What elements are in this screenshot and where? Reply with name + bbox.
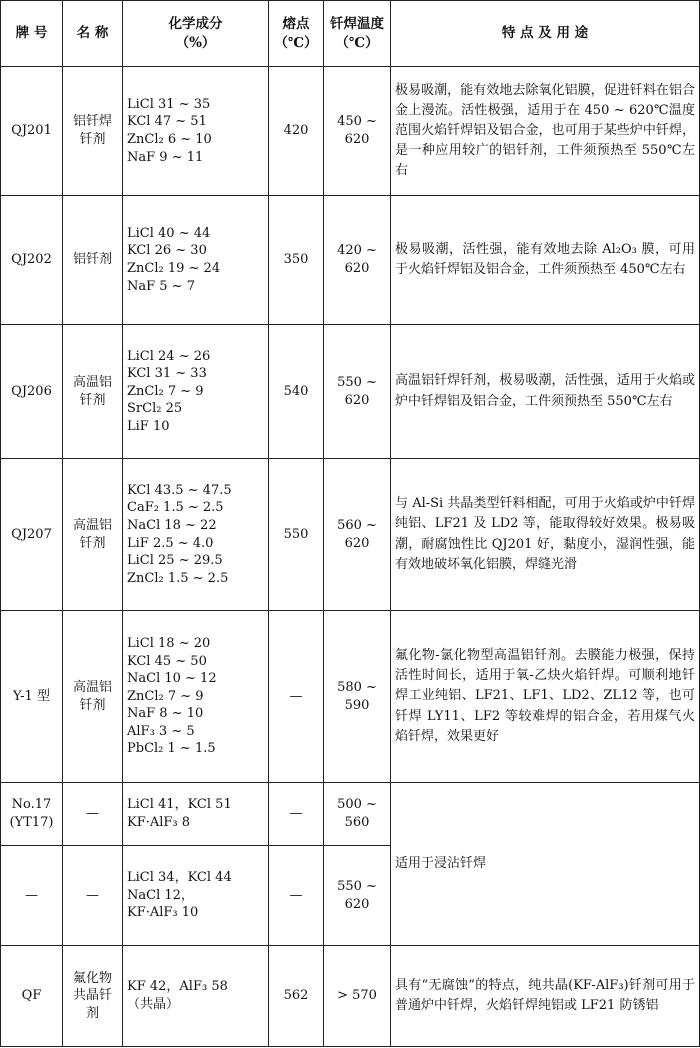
cell-brand: — [1,846,63,946]
comp-line: KCl 45 ~ 50 [127,653,207,669]
cell-name: 氟化物共晶钎剂 [63,946,123,1047]
comp-line: ZnCl₂ 19 ~ 24 [127,261,221,276]
table-row [1,783,700,846]
comp-line: NaCl 18 ~ 22 [127,517,217,533]
cell-composition [123,611,269,783]
cell-brazing-temp: 560 ~ 620 [324,459,391,611]
cell-features: 氟化物-氯化物型高温铝钎剂。去膜能力极强，保持活性时间长，适用于氧-乙炔火焰钎焊。可顺利地钎焊工业纯铝、LF21、LF1、LD2、ZL12 等，也可钎焊 LY11、LF2 等较难焊的铝合金，若用煤气火焰钎焊，效果更好 [391,611,700,783]
header-features: 特 点 及 用 途 [391,1,700,67]
cell-brazing-temp: 500 ~ 560 [324,783,391,846]
comp-line: KCl 43.5 ~ 47.5 [127,482,232,498]
cell-brazing-temp: 580 ~ 590 [324,611,391,783]
header-brand: 牌 号 [1,1,63,67]
cell-brand: QJ201 [1,67,63,196]
cell-name: — [63,846,123,946]
header-composition [123,1,269,67]
cell-melting-point: 420 [269,67,324,196]
cell-melting-point: 562 [269,946,324,1047]
header-brazing-label: 钎焊温度 [330,16,384,33]
header-melting-unit: （℃） [274,34,318,51]
cell-brazing-temp: 550 ~ 620 [324,325,391,459]
comp-line: LiF 10 [127,418,170,434]
table-row [1,459,700,611]
cell-brand: QJ207 [1,459,63,611]
cell-brazing-temp: 420 ~ 620 [324,196,391,325]
header-melting-point [269,1,324,67]
comp-line: LiCl 34，KCl 44 [127,870,232,886]
table-row [1,611,700,783]
comp-line: KCl 31 ~ 33 [127,366,207,382]
comp-line: LiCl 18 ~ 20 [127,636,211,652]
cell-brazing-temp: 550 ~ 620 [324,846,391,946]
cell-melting-point: 550 [269,459,324,611]
comp-line: NaF 9 ~ 11 [127,149,204,165]
comp-line: ZnCl₂ 1.5 ~ 2.5 [127,570,229,586]
table-row [1,67,700,196]
comp-line: NaCl 10 ~ 12 [127,671,217,687]
cell-name: 高温铝钎剂 [63,459,123,611]
comp-line: PbCl₂ 1 ~ 1.5 [127,741,216,757]
comp-line: LiCl 41，KCl 51 [127,797,232,813]
cell-name: 铝钎焊钎剂 [63,67,123,196]
cell-melting-point: — [269,783,324,846]
comp-line: AlF₃ 3 ~ 5 [127,723,195,739]
cell-features: 与 Al-Si 共晶类型钎料相配，可用于火焰或炉中钎焊纯铝、LF21 及 LD2 等，能取得较好效果。极易吸潮，耐腐蚀性比 QJ201 好，黏度小，湿润性强，能有效地破坏氧化铝膜，焊缝光滑 [391,459,700,611]
cell-features: 极易吸潮，活性强，能有效地去除 Al₂O₃ 膜，可用于火焰钎焊铝及铝合金，工件须预热至 450℃左右 [391,196,700,325]
cell-composition [123,325,269,459]
cell-melting-point: — [269,611,324,783]
cell-features: 具有“无腐蚀”的特点，纯共晶(KF-AlF₃)钎剂可用于普通炉中钎焊，火焰钎焊纯铝或 LF21 防锈铝 [391,946,700,1047]
table-row [1,325,700,459]
comp-line: LiCl 40 ~ 44 [127,225,211,241]
header-brazing-temp [324,1,391,67]
table-row [1,196,700,325]
comp-line: CaF₂ 1.5 ~ 2.5 [127,500,224,516]
header-composition-unit: （%） [175,34,216,51]
header-row [1,1,700,67]
comp-line: NaCl 12， [127,887,194,903]
comp-line: KF·AlF₃ 10 [127,905,199,921]
cell-name: — [63,783,123,846]
comp-line: LiF 2.5 ~ 4.0 [127,535,214,551]
cell-name: 铝钎剂 [63,196,123,325]
cell-composition [123,67,269,196]
comp-line: KCl 26 ~ 30 [127,243,207,259]
cell-name: 高温铝钎剂 [63,325,123,459]
cell-melting-point: 540 [269,325,324,459]
comp-line: （共晶） [127,997,180,1012]
table-row [1,946,700,1047]
cell-composition [123,946,269,1047]
comp-line: LiCl 25 ~ 29.5 [127,553,223,569]
cell-brand: No.17 (YT17) [1,783,63,846]
comp-line: ZnCl₂ 7 ~ 9 [127,383,204,399]
header-brazing-unit: （℃） [335,34,379,51]
comp-line: ZnCl₂ 7 ~ 9 [127,688,204,704]
comp-line: ZnCl₂ 6 ~ 10 [127,132,212,147]
cell-composition [123,196,269,325]
cell-brazing-temp: > 570 [324,946,391,1047]
comp-line: NaF 5 ~ 7 [127,278,195,294]
comp-line: KCl 47 ~ 51 [127,114,207,130]
cell-melting-point: 350 [269,196,324,325]
cell-brand: QF [1,946,63,1047]
comp-line: LiCl 24 ~ 26 [127,348,211,364]
cell-composition [123,459,269,611]
header-composition-label: 化学成分 [168,16,223,33]
header-name: 名 称 [63,1,123,67]
cell-melting-point: — [269,846,324,946]
cell-features: 高温铝钎焊钎剂，极易吸潮，活性强，适用于火焰或炉中钎焊铝及铝合金，工件须预热至 550℃左右 [391,325,700,459]
cell-composition [123,846,269,946]
comp-line: KF·AlF₃ 8 [127,815,191,830]
header-melting-label: 熔点 [282,16,310,33]
comp-line: LiCl 31 ~ 35 [127,96,211,112]
cell-composition [123,783,269,846]
cell-brand: Y-1 型 [1,611,63,783]
cell-brazing-temp: 450 ~ 620 [324,67,391,196]
cell-features: 极易吸潮，能有效地去除氧化铝膜，促进钎料在铝合金上漫流。活性极强，适用于在 450 ~ 620℃温度范围火焰钎焊铝及铝合金，也可用于某些炉中钎焊，是一种应用较广的铝钎剂，工件须预热至 550℃左右 [391,67,700,196]
cell-brand: QJ206 [1,325,63,459]
comp-line: NaF 8 ~ 10 [127,706,204,722]
cell-features: 适用于浸沾钎焊 [391,783,700,946]
comp-line: SrCl₂ 25 [127,401,183,417]
cell-name: 高温铝钎剂 [63,611,123,783]
comp-line: KF 42，AlF₃ 58 [127,979,228,995]
cell-brand: QJ202 [1,196,63,325]
